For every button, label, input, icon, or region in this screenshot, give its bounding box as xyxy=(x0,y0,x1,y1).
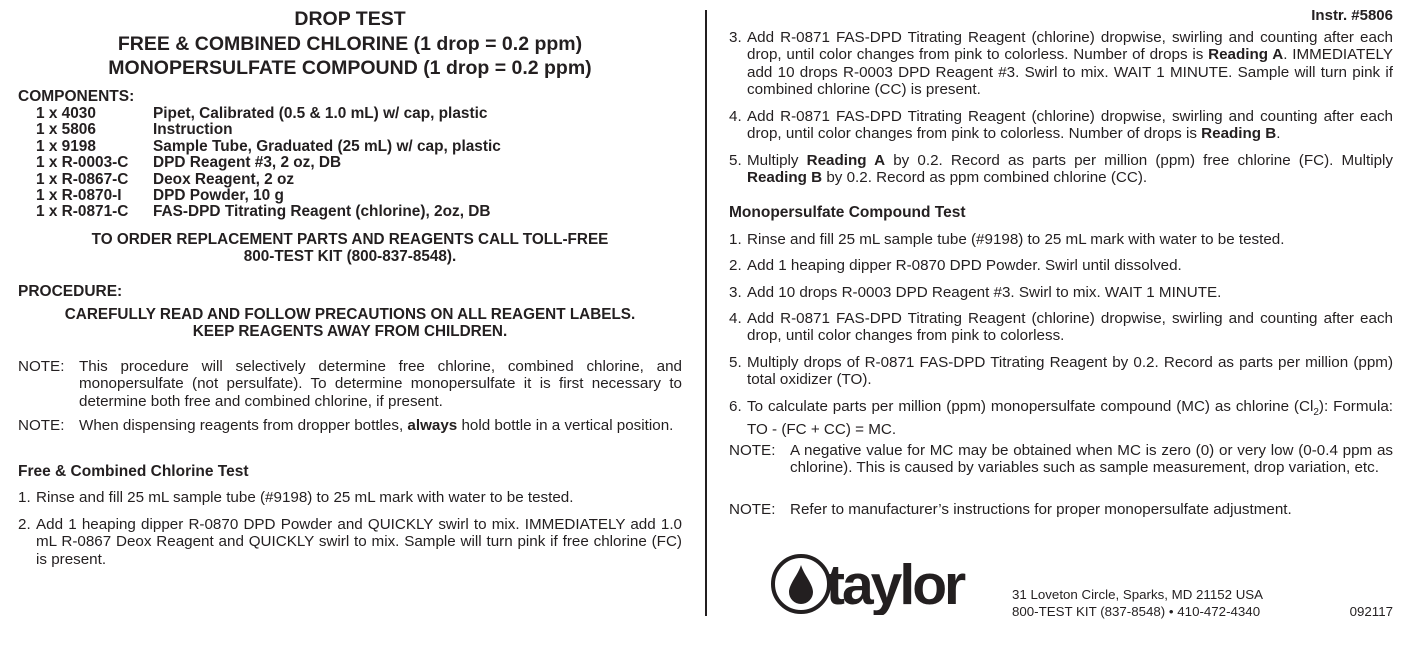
column-divider xyxy=(705,10,707,616)
component-desc: Instruction xyxy=(153,121,233,139)
step-text-part: . IMMEDIATELY add 10 drops R-0003 DPD Reagent #3. Swirl to mix. WAIT 1 MINUTE. Sample will turn pink if combined chlorine (CC) is present. xyxy=(747,46,1393,98)
component-item xyxy=(36,139,501,155)
step-item xyxy=(729,284,1393,301)
component-item xyxy=(36,188,284,204)
step-text: Rinse and fill 25 mL sample tube (#9198) to 25 mL mark with water to be tested. xyxy=(747,231,1285,248)
note-text: A negative value for MC may be obtained when MC is zero (0) or very low (0-0.4 ppm as chlorine). This is caused by variables such as sample measurement, drop variation, etc. xyxy=(790,442,1393,477)
step-number: 3. xyxy=(729,29,742,46)
component-desc: FAS-DPD Titrating Reagent (chlorine), 2oz, DB xyxy=(153,203,491,221)
logo-wordmark: taylor xyxy=(826,553,964,615)
step-emphasis: Reading B xyxy=(1201,125,1277,143)
note-text-part: When dispensing reagents from dropper bottles, xyxy=(79,417,408,434)
procedure-heading: PROCEDURE: xyxy=(18,283,123,300)
step-number: 2. xyxy=(18,516,31,533)
component-code: 1 x 9198 xyxy=(36,137,96,155)
step-item xyxy=(729,29,1393,98)
note-emphasis: always xyxy=(407,417,458,434)
step-number: 4. xyxy=(729,310,742,327)
title-line-3: MONOPERSULFATE COMPOUND (1 drop = 0.2 ppm) xyxy=(108,57,592,79)
document-title xyxy=(18,7,682,81)
step-text: Rinse and fill 25 mL sample tube (#9198) to 25 mL mark with water to be tested. xyxy=(36,489,574,506)
note-text-part: hold bottle in a vertical position. xyxy=(457,417,674,434)
step-item xyxy=(729,152,1393,187)
step-item xyxy=(729,108,1393,143)
address-line-2: 800-TEST KIT (837-8548) • 410-472-4340 xyxy=(1012,604,1261,619)
step-item xyxy=(729,231,1393,248)
note-text: Refer to manufacturer’s instructions for proper monopersulfate adjustment. xyxy=(790,501,1292,518)
component-desc: DPD Powder, 10 g xyxy=(153,187,284,204)
document-code: 092117 xyxy=(1349,604,1393,619)
component-code: 1 x 4030 xyxy=(36,105,96,122)
step-text: Multiply drops of R-0871 FAS-DPD Titrating Reagent by 0.2. Record as parts per million (ppm) total oxidizer (TO). xyxy=(747,354,1393,389)
step-text: Add 1 heaping dipper R-0870 DPD Powder. Swirl until dissolved. xyxy=(747,257,1182,274)
component-item xyxy=(36,122,233,138)
step-item xyxy=(18,489,682,506)
step-text-part: ): Formula: TO - (FC + CC) = MC. xyxy=(747,398,1393,439)
note-label: NOTE: xyxy=(729,501,776,518)
taylor-logo xyxy=(770,551,990,615)
warning-line-2: KEEP REAGENTS AWAY FROM CHILDREN. xyxy=(192,323,508,340)
step-number: 1. xyxy=(18,489,31,506)
monopersulfate-heading: Monopersulfate Compound Test xyxy=(729,204,966,221)
step-text-part: Add R-0871 FAS-DPD Titrating Reagent (chlorine) dropwise, swirling and counting after each drop, until color changes from pink to colorless. Number of drops is xyxy=(747,29,1393,64)
note-label: NOTE: xyxy=(729,442,776,459)
free-chlorine-heading: Free & Combined Chlorine Test xyxy=(18,463,249,480)
step-text xyxy=(747,152,1393,187)
order-line-1: TO ORDER REPLACEMENT PARTS AND REAGENTS CALL TOLL-FREE xyxy=(91,231,609,248)
instruction-number: Instr. #5806 xyxy=(1311,7,1393,24)
step-number: 4. xyxy=(729,108,742,125)
note-item xyxy=(729,501,1393,518)
component-item xyxy=(36,172,294,188)
component-code: 1 x R-0870-I xyxy=(36,187,122,204)
subscript: 2 xyxy=(1313,407,1319,419)
component-code: 1 x 5806 xyxy=(36,121,96,139)
component-code: 1 x R-0003-C xyxy=(36,154,129,172)
water-drop-icon xyxy=(789,565,813,604)
step-text-part: by 0.2. Record as parts per million (ppm) free chlorine (FC). Multiply xyxy=(885,152,1393,169)
note-item xyxy=(729,442,1393,477)
component-item xyxy=(36,204,490,220)
step-text-part: . xyxy=(1276,125,1281,143)
step-number: 6. xyxy=(729,398,742,415)
component-item xyxy=(36,155,341,171)
note-item xyxy=(18,358,682,410)
note-text: This procedure will selectively determine free chlorine, combined chlorine, and monopersulfate (not persulfate). To determine monopersulfate it is first necessary to determine both free and combined chlorine, if present. xyxy=(79,358,682,410)
step-number: 5. xyxy=(729,152,742,169)
step-text: Add R-0871 FAS-DPD Titrating Reagent (chlorine) dropwise, swirling and counting after each drop, until color changes from pink to colorless. xyxy=(747,310,1393,345)
step-text xyxy=(747,108,1393,143)
address-line-1: 31 Loveton Circle, Sparks, MD 21152 USA xyxy=(1012,587,1264,602)
title-line-1: DROP TEST xyxy=(294,8,406,30)
step-item xyxy=(729,310,1393,345)
note-label: NOTE: xyxy=(18,417,65,434)
component-desc: DPD Reagent #3, 2 oz, DB xyxy=(153,154,342,172)
step-number: 1. xyxy=(729,231,742,248)
step-text-part: To calculate parts per million (ppm) monopersulfate compound (MC) as chlorine (Cl xyxy=(747,398,1314,415)
note-item xyxy=(18,417,682,434)
step-number: 5. xyxy=(729,354,742,371)
step-item xyxy=(729,257,1393,274)
step-item xyxy=(729,354,1393,389)
component-desc: Sample Tube, Graduated (25 mL) w/ cap, plastic xyxy=(153,137,501,155)
components-heading: COMPONENTS: xyxy=(18,88,135,105)
step-text-part: by 0.2. Record as ppm combined chlorine (CC). xyxy=(822,169,1148,187)
step-item xyxy=(729,398,1393,439)
step-text xyxy=(747,29,1393,98)
note-text xyxy=(79,417,682,434)
note-label: NOTE: xyxy=(18,358,65,375)
component-code: 1 x R-0871-C xyxy=(36,203,129,221)
step-text-part: Multiply xyxy=(747,152,807,169)
title-line-2: FREE & COMBINED CHLORINE (1 drop = 0.2 ppm) xyxy=(117,32,583,55)
component-item xyxy=(36,106,487,122)
step-item xyxy=(18,516,682,568)
order-line-2: 800-TEST KIT (800-837-8548). xyxy=(243,248,457,265)
component-code: 1 x R-0867-C xyxy=(36,170,129,188)
step-emphasis: Reading B xyxy=(747,169,823,187)
step-emphasis: Reading A xyxy=(1208,46,1284,64)
component-desc: Deox Reagent, 2 oz xyxy=(153,170,295,188)
step-text-part: Add R-0871 FAS-DPD Titrating Reagent (chlorine) dropwise, swirling and counting after each drop, until color changes from pink to colorless. Number of drops is xyxy=(747,108,1393,143)
step-number: 2. xyxy=(729,257,742,274)
step-emphasis: Reading A xyxy=(806,152,886,169)
step-number: 3. xyxy=(729,284,742,301)
step-text xyxy=(747,398,1393,439)
step-text: Add 1 heaping dipper R-0870 DPD Powder and QUICKLY swirl to mix. IMMEDIATELY add 1.0 mL R-0867 Deox Reagent and QUICKLY swirl to mix. Sample will turn pink if free chlorine (FC) is present. xyxy=(36,516,682,568)
step-text: Add 10 drops R-0003 DPD Reagent #3. Swirl to mix. WAIT 1 MINUTE. xyxy=(747,284,1222,301)
component-desc: Pipet, Calibrated (0.5 & 1.0 mL) w/ cap, plastic xyxy=(153,105,488,122)
warning-line-1: CAREFULLY READ AND FOLLOW PRECAUTIONS ON ALL REAGENT LABELS. xyxy=(64,306,636,323)
